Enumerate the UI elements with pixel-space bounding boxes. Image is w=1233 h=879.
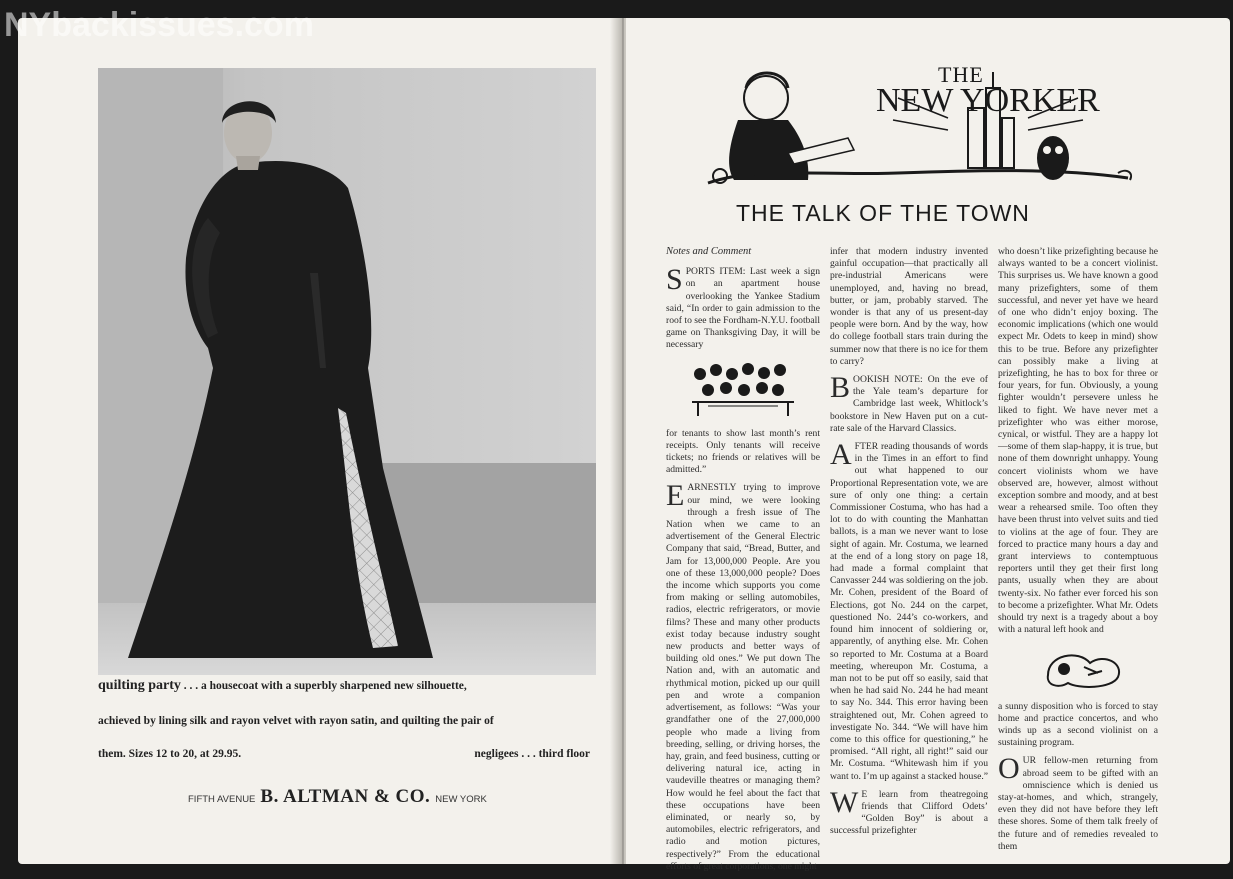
rooftop-crowd-illustration	[688, 360, 798, 418]
caption-line-3	[98, 748, 598, 760]
masthead-illustration	[698, 58, 1138, 198]
left-page-advertisement	[18, 18, 620, 864]
caption-line-1-rest: . . . a housecoat with a superbly sharpened new silhouette,	[180, 680, 467, 692]
right-page-talk-of-the-town	[626, 18, 1230, 872]
housecoat-model-illustration	[98, 68, 596, 675]
masthead	[698, 58, 1138, 208]
paragraph-sports-item-continued: for tenants to show last month’s rent receipts. Only tenants will receive tickets; no friends or relatives will be admitted.”	[666, 427, 820, 476]
brand-signature	[188, 786, 528, 808]
caption-line-2: achieved by lining silk and rayon velvet with rayon satin, and quilting the pair of	[98, 715, 494, 727]
brand-location-left: FIFTH AVENUE	[188, 794, 256, 805]
paragraph-after-reading: AFTER reading thousands of words in the Times in an effort to find out what happened to our Proportional Representation vote, we are sure of only one thing: a certain Commissioner Costuma, who has had a lot to do with counting the Manhattan ballots, is a man we never want to lose sight of again. Mr. Costuma, we learned at the end of a long story on page 18, had made a formal complaint that Canvasser 244 was soldiering on the job. Mr. Cohen, president of the Board of Elections, got No. 244 on the carpet, questioned No. 244’s co-workers, and found him innocent of soldiering or, apparently, of anything else. Mr. Cohen so reported to Mr. Costuma at a Board meeting, whereupon Mr. Costuma, a man not to be put off so easily, said that when he had said No. 244 he had meant to say No. 344. This error having been straightened out, Mr. Cohen agreed to investigate No. 344. “We will have him come to this office for questioning,” he promised. “All right, all right!” said our Mr. Costuma. “Whitewash him if you want to. I’m up against a stacked house.”	[830, 438, 988, 782]
paragraph-modern-industry: infer that modern industry invented gainful occupation—that practically all pre-industrial Americans were unemployed, and, having no bread, butter, or jam, probably starved. The wonder is that any of us present-day people were born. And by the way, how do college football stars train during the summer now that there is no ice for them to carry?	[830, 246, 988, 367]
article-column-1	[666, 246, 820, 879]
paragraph-prizefighting-continued: a sunny disposition who is forced to stay home and practice concertos, and who winds up as a second violinist on a sustaining program.	[998, 700, 1158, 749]
caption-lead: quilting party	[98, 678, 181, 693]
caption-sizes: them. Sizes 12 to 20, at 29.95.	[98, 748, 242, 760]
paragraph-fellow-men: OUR fellow-men returning from abroad seem to be gifted with an omniscience which is denied us stay-at-homes, and which, strangely, even they did not have before they left these shores. Some of them talk freely of the future and of remedies revealed to them	[998, 752, 1158, 852]
paragraph-bookish-note: BOOKISH NOTE: On the eve of the Yale team’s departure for Cambridge last week, Whitlock’s bookstore in New Haven put on a cut-rate sale of the Harvard Classics.	[830, 371, 988, 434]
paragraph-sports-item: SPORTS ITEM: Last week a sign on an apartment house overlooking the Yankee Stadium said, “In order to gain admission to the roof to see the Fordham-N.Y.U. football game on Thanksgiving Day, it will be necessary	[666, 263, 820, 351]
paragraph-earnestly: EARNESTLY trying to improve our mind, we were looking through a fresh issue of The Nation when we came to an advertisement of the General Electric Company that said, “Bread, Butter, and Jam for 13,000,000 People. Are you one of these 13,000,000 people? Does the income which supports you come from making or selling automobiles, radios, electric refrigerators, or movie films? These and many other products exist today because industry sought new products and better ways of building old ones.” We put down The Nation and, with an automatic and rhythmical motion, picked up our quill pen and wrote a companion advertisement, as follows: “Was your grandfather one of the 27,000,000 people who made a living from breeding, selling, or driving horses, the hay, grain, and feed business, cutting or delivering natural ice, acting in vaudeville theatres or managing them? How would he feel about the fact that these occupations have been eliminated, or nearly so, by automobiles, electric refrigerators, and radio and motion pictures, respectively?” From the educational efforts of great corporations, one might	[666, 479, 820, 872]
paragraph-theatregoing: W E learn from theatregoing friends that Clifford Odets’ “Golden Boy” is about a successful prizefighter	[830, 785, 988, 837]
caption-line-1	[98, 678, 598, 694]
masthead-title: NEW YORKER	[876, 82, 1100, 119]
section-title: THE TALK OF THE TOWN	[736, 200, 1030, 226]
masthead-the: THE	[938, 62, 984, 87]
paragraph-prizefighting: who doesn’t like prizefighting because he always wanted to be a concert violinist. This surprises us. We have known a good many prizefighters, some of them successful, and never yet have we heard of one who didn’t enjoy boxing. The economic implications (which one would expect Mr. Odets to keep in mind) show this to be true. Before any prizefighter can possibly make a living at prizefighting, he has to box for three or four years, for fun. Obviously, a young fighter wouldn’t persevere unless he liked to fight. We have never met a prizefighter who was either morose, cynical, or wistful. They are a happy lot—some of them slap-happy, it is true, but none of them downright unhappy. Young concert violinists whom we have observed are, however, almost without exception sombre and moody, and at best wear a rehearsed smile. Too often they have been thrust into velvet suits and tied to violins at the age of four. They are forced to practice many hours a day and grant interviews to contemptuous reporters until they get their first long pants, usually when they are about twenty-six. No father ever forced his son to become a prizefighter. What Mr. Odets should try next is a tragedy about a boy with a natural left hook and	[998, 246, 1158, 636]
fashion-photo	[98, 68, 596, 675]
brand-name: B. ALTMAN & CO.	[260, 786, 431, 807]
boxer-illustration	[1028, 645, 1128, 691]
notes-and-comment-kicker: Notes and Comment	[666, 246, 752, 257]
caption-department: negligees . . . third floor	[474, 748, 590, 760]
article-column-2	[830, 246, 988, 844]
watermark: NYbackissues.com	[4, 6, 314, 44]
brand-location-right: NEW YORK	[435, 794, 487, 805]
article-column-3	[998, 246, 1158, 859]
